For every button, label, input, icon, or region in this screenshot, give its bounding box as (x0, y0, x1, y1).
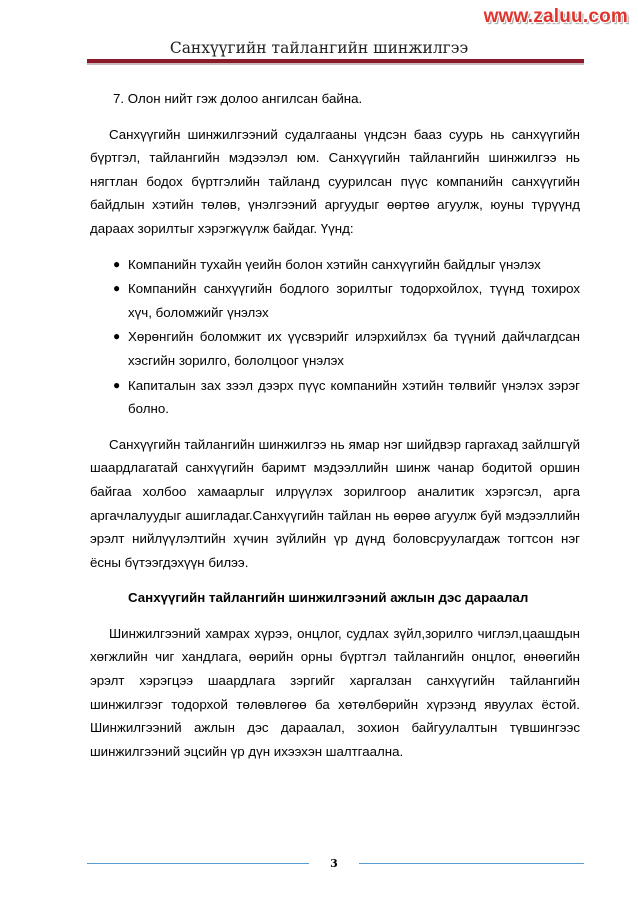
footer-rule-right (359, 863, 584, 864)
list-item-text: Компанийн санхүүгийн бодлого зорилтыг тодорхойлох, түүнд тохирох хүч, боломжийг үнэлэх (128, 281, 580, 320)
paragraph-1: Санхүүгийн шинжилгээний судалгааны үндсэн бааз суурь нь санхүүгийн бүртгэл, тайлангийн мэдээлэл юм. Санхүүгийн тайлангийн шинжилгээ нь нягтлан бодох бүртгэлийн тайланд суурилсан пүүс компанийн санхүүгийн байдлын хэтийн төлөв, үнэлгээний аргуудыг өөртөө агуулж, юуны түрүүнд дараах зорилтыг хэрэгжүүлж байдаг. Үүнд: (90, 126, 580, 236)
list-item (90, 253, 580, 277)
page-number: 3 (330, 857, 338, 870)
document-body (90, 84, 580, 775)
page-footer (0, 857, 638, 871)
list-item (90, 325, 580, 372)
paragraph-2: Санхүүгийн тайлангийн шинжилгээ нь ямар нэг шийдвэр гаргахад зайлшгүй шаардлагатай санхүүгийн баримт мэдээллийн шинж чанар бодитой оршин байгаа холбоо хамаарлыг илрүүлэх зорилгоор аналитик хэрэгсэл, арга аргачлалуудыг ашигладаг.Санхүүгийн тайлан нь өөрөө агуулж буй мэдээллийн эрэлт нийлүүлэлтийн хүчин зүйлийн үр дүнд боловсруулагдаж тогтсон нэг ёсны бүтээгдэхүүн билээ. (90, 436, 580, 570)
bullet-icon: ● (113, 329, 121, 344)
page-header-title: Санхүүгийн тайлангийн шинжилгээ (169, 39, 469, 57)
list-item (90, 374, 580, 421)
section-heading: Санхүүгийн тайлангийн шинжилгээний ажлын дэс дараалал (128, 590, 529, 606)
list-item-text: Хөрөнгийн боломжит их үүсвэрийг илэрхийлэх ба түүний дайчлагдсан хэсгийн зорилго, бололцоог үнэлэх (128, 329, 580, 368)
list-item-text: Компанийн тухайн үеийн болон хэтийн санхүүгийн байдлыг үнэлэх (128, 256, 541, 272)
bullet-icon: ● (113, 281, 121, 296)
bullet-icon: ● (113, 256, 121, 271)
list-item (90, 277, 580, 324)
paragraph-3: Шинжилгээний хамрах хүрээ, онцлог, судлах зүйл,зорилго чиглэл,цаашдын хөгжлийн чиг хандлага, өөрийн орны бүртгэл тайлангийн онцлог, өнөөгийн эрэлт хэрэгцээ шаардлага зэргийг харгалзан санхүүгийн тайлангийн шинжилгээг тодорхой төлөвлөгөө ба хөтөлбөрийн хүрээнд явуулах ёстой. Шинжилгээний ажлын дэс дараалал, зохион байгуулалтын түвшингээс шинжилгээний эцсийн үр дүн ихээхэн шалтгаална. (90, 625, 580, 759)
list-item-text: Капиталын зах зээл дээрх пүүс компанийн хэтийн төлвийг үнэлэх зэрэг болно. (128, 377, 580, 417)
header-rule (87, 59, 584, 65)
bullet-icon: ● (113, 377, 121, 392)
footer-rule-left (87, 863, 309, 864)
numbered-item-7: 7. Олон нийт гэж долоо ангилсан байна. (113, 91, 363, 106)
watermark-logo: www.zaluu.com (483, 6, 628, 27)
bullet-list (90, 253, 580, 421)
